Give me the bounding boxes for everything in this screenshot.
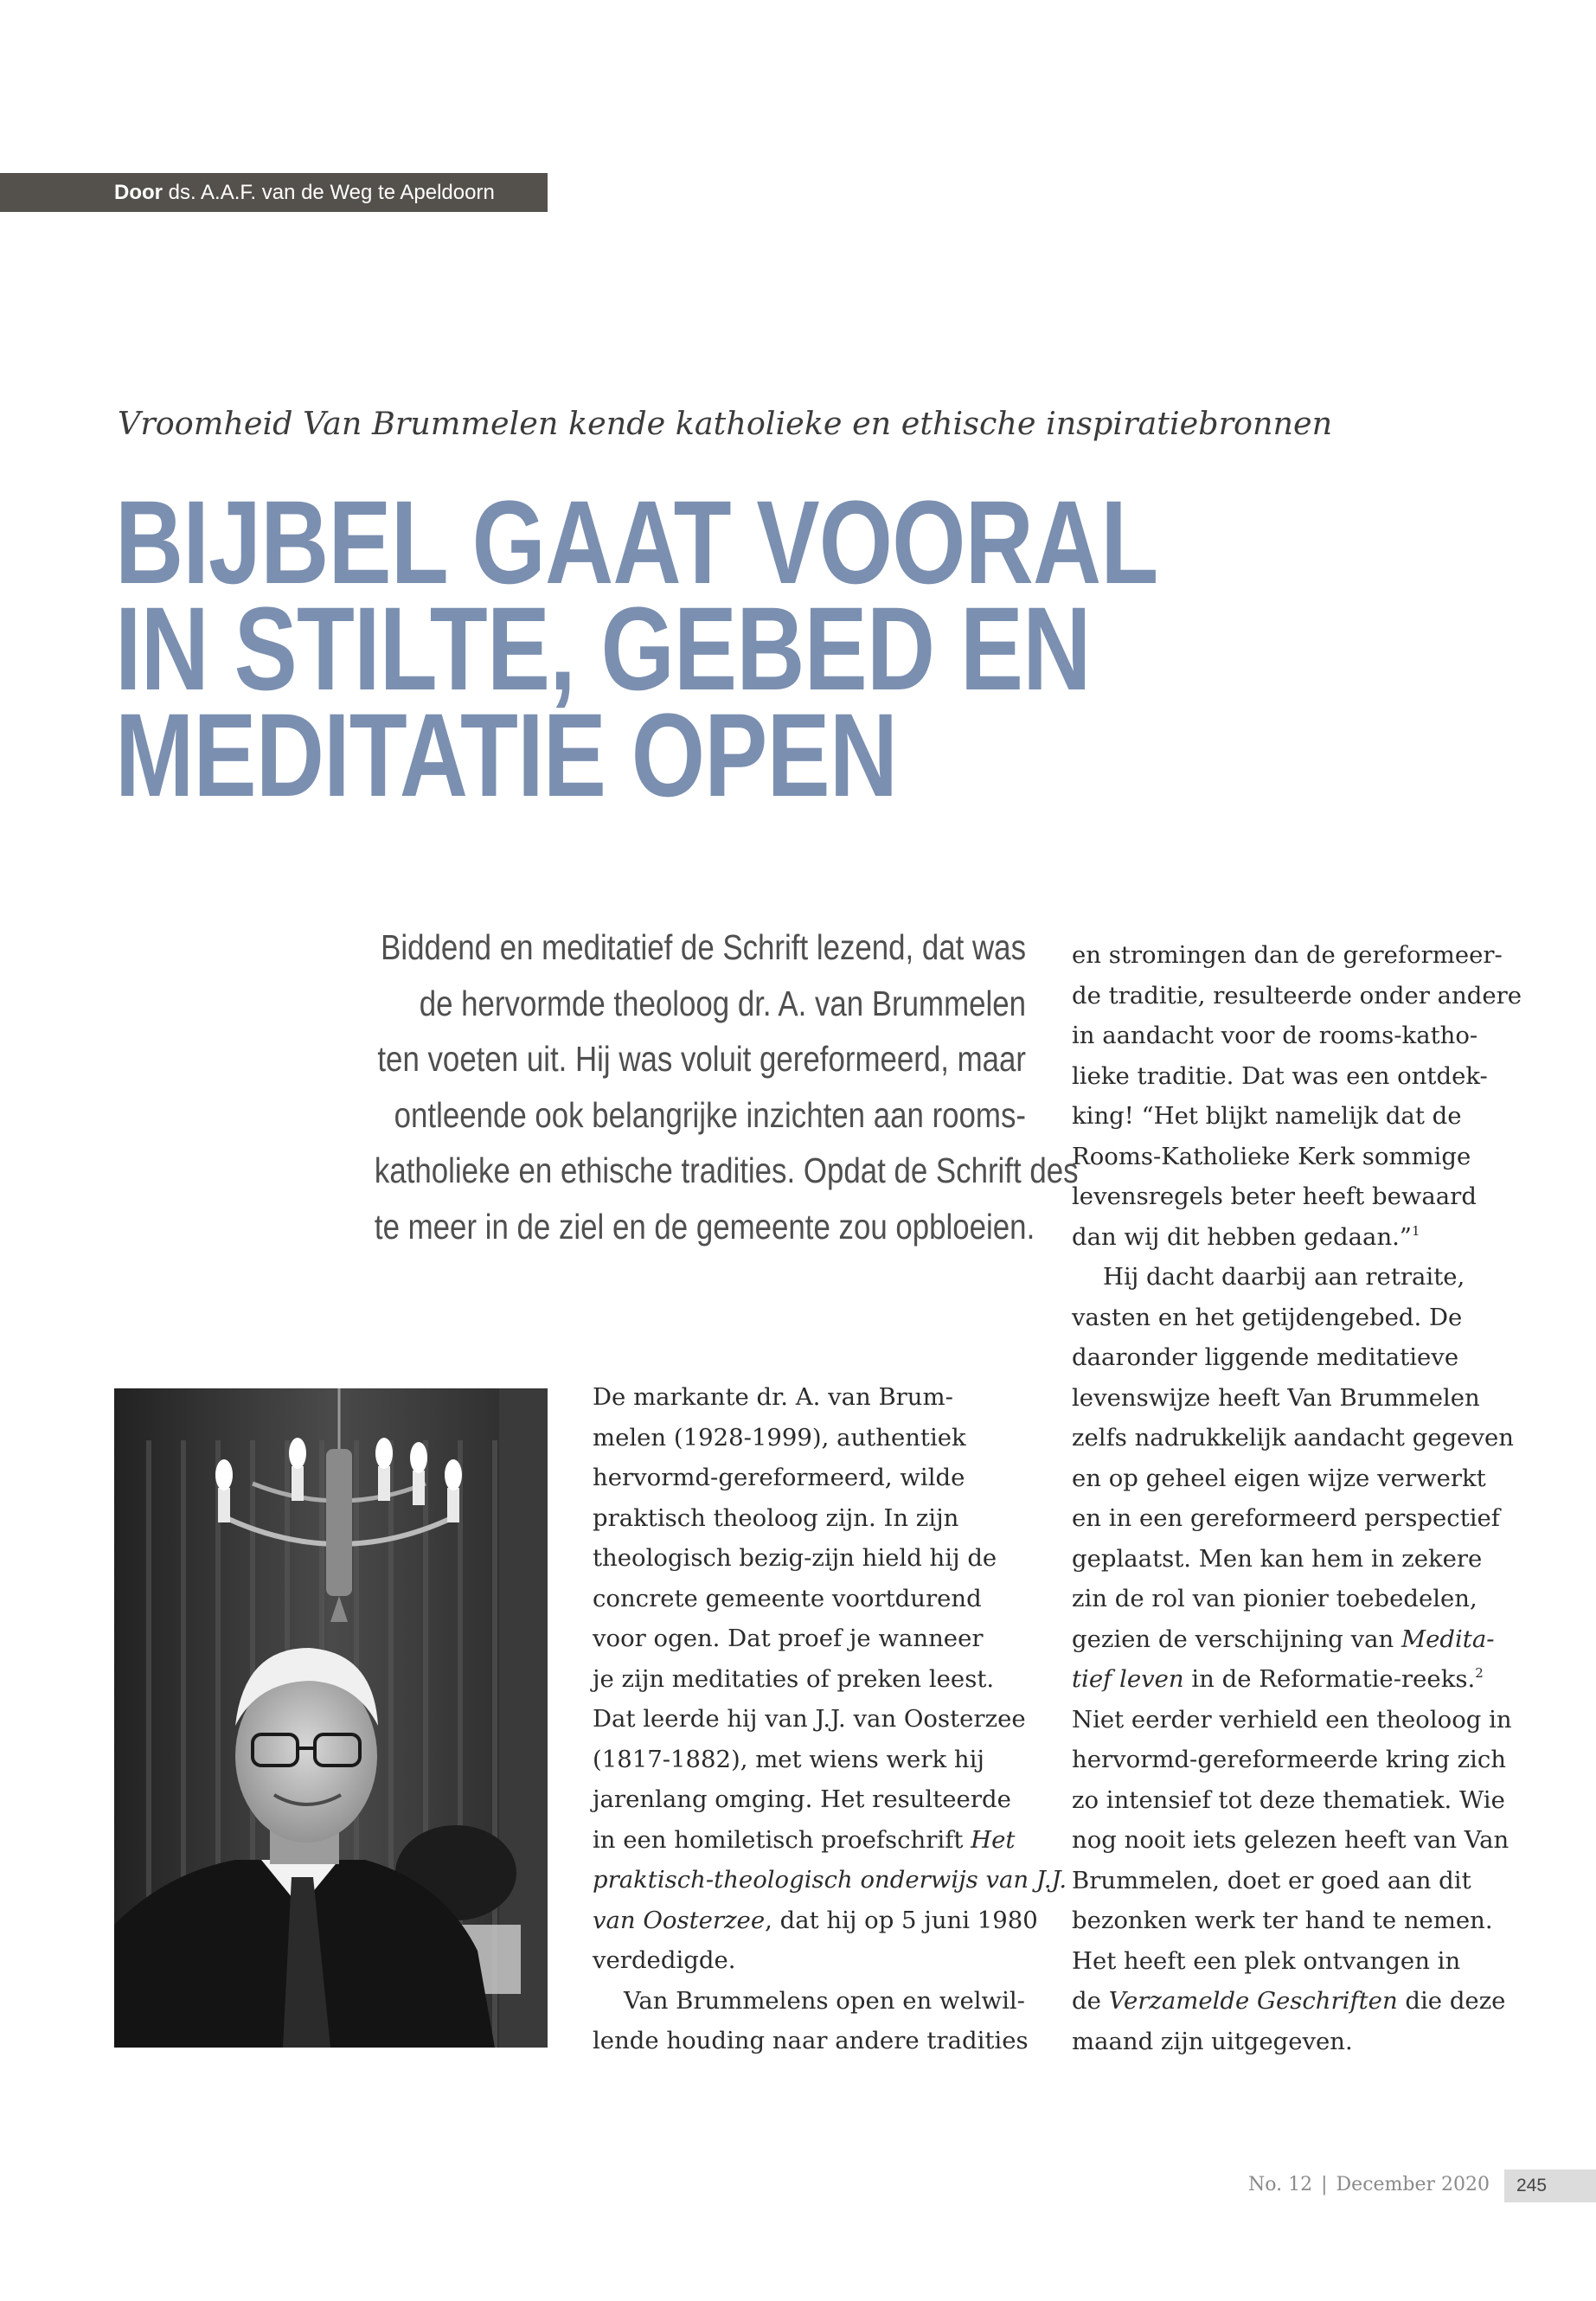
body-text: in de Reformatie-reeks. xyxy=(1183,1665,1476,1693)
body-line: en stromingen dan de gereformeer- xyxy=(1072,941,1503,969)
headline-line: BIJBEL GAAT VOORAL xyxy=(115,477,1158,609)
kicker: Vroomheid Van Brummelen kende katholieke en ethische inspiratiebronnen xyxy=(118,405,1333,442)
body-line: De markante dr. A. van Brum- xyxy=(593,1383,953,1411)
body-line: jarenlang omging. Het resulteerde xyxy=(593,1785,1011,1813)
page-number: 245 xyxy=(1504,2170,1596,2202)
body-line: zelfs nadrukkelijk aandacht gegeven xyxy=(1072,1424,1514,1452)
body-line: bezonken werk ter hand te nemen. xyxy=(1072,1907,1493,1934)
body-line: Niet eerder verhield een theoloog in xyxy=(1072,1705,1512,1734)
body-line xyxy=(593,1820,1042,1861)
book-title: van Oosterzee xyxy=(593,1906,766,1934)
headline-line: MEDITATIE OPEN xyxy=(115,689,898,822)
book-title: praktisch-theologisch onderwijs van J.J. xyxy=(593,1866,1067,1894)
body-text: , dat hij op 5 juni 1980 xyxy=(765,1906,1038,1934)
footer-issue-date xyxy=(1248,2170,1490,2201)
issue-number: No. 12 xyxy=(1248,2174,1313,2195)
book-title: Verzamelde Geschriften xyxy=(1108,1987,1398,2015)
body-text: gezien de verschijning van xyxy=(1072,1625,1401,1653)
body-text: in een homiletisch proefschrift xyxy=(593,1825,971,1854)
body-line: hervormd-gereformeerde kring zich xyxy=(1072,1746,1506,1773)
body-line: Het heeft een plek ontvangen in xyxy=(1072,1946,1461,1975)
body-line: de traditie, resulteerde onder andere xyxy=(1072,981,1522,1009)
body-line: en op geheel eigen wijze verwerkt xyxy=(1072,1464,1486,1492)
body-column-middle xyxy=(593,1377,1067,2061)
footnote-ref[interactable]: 1 xyxy=(1411,1222,1420,1239)
body-line: zo intensief tot deze thematiek. Wie xyxy=(1072,1785,1505,1814)
body-line: en in een gereformeerd perspectief xyxy=(1072,1504,1500,1532)
body-line xyxy=(593,1900,1042,1941)
body-line xyxy=(1072,1659,1522,1700)
body-line: maand zijn uitgegeven. xyxy=(1072,2027,1353,2055)
body-line: concrete gemeente voortdurend xyxy=(593,1584,982,1612)
body-line: voor ogen. Dat proef je wanneer xyxy=(593,1625,984,1652)
body-line: Rooms-Katholieke Kerk sommige xyxy=(1072,1142,1471,1170)
intro-line: Biddend en meditatief de Schrift lezend, dat was xyxy=(381,927,1026,967)
book-title: Medita- xyxy=(1401,1625,1495,1653)
intro-line: te meer in de ziel en de gemeente zou opbloeien. xyxy=(374,1206,1035,1247)
book-title: tief leven xyxy=(1072,1665,1184,1693)
headline xyxy=(115,477,1499,822)
issue-date: December 2020 xyxy=(1336,2174,1490,2195)
body-line: theologisch bezig-zijn hield hij de xyxy=(593,1544,997,1572)
body-line: nog nooit iets gelezen heeft van Van xyxy=(1072,1826,1509,1854)
body-text: die deze xyxy=(1397,1987,1506,2015)
intro-line: ten voeten uit. Hij was voluit gereformeerd, maar xyxy=(377,1039,1026,1079)
body-line: praktisch theoloog zijn. In zijn xyxy=(593,1503,959,1532)
body-line: hervormd-gereformeerd, wilde xyxy=(593,1464,965,1491)
byline-author: ds. A.A.F. van de Weg te Apeldoorn xyxy=(168,181,495,204)
portrait-photo-drawing xyxy=(114,1388,548,2048)
portrait-photo xyxy=(114,1388,548,2048)
book-title: Het xyxy=(971,1825,1016,1854)
body-line: je zijn meditaties of preken leest. xyxy=(593,1664,995,1693)
intro-line: katholieke en ethische tradities. Opdat de Schrift des xyxy=(374,1150,1079,1190)
body-line: Hij dacht daarbij aan retraite, xyxy=(1103,1263,1465,1291)
body-line: Brummelen, doet er goed aan dit xyxy=(1072,1866,1471,1894)
body-line: in aandacht voor de rooms-katho- xyxy=(1072,1022,1478,1049)
body-line: Van Brummelens open en welwil- xyxy=(624,1986,1025,2015)
body-line: daaronder liggende meditatieve xyxy=(1072,1343,1459,1371)
body-line: lende houding naar andere tradities xyxy=(593,2027,1029,2054)
body-line: verdedigde. xyxy=(593,1946,736,1974)
footer-separator: | xyxy=(1321,2174,1328,2195)
body-line: vasten en het getijdengebed. De xyxy=(1072,1303,1463,1331)
headline-line: IN STILTE, GEBED EN xyxy=(115,583,1091,715)
intro-lead xyxy=(260,920,1079,1254)
body-line: melen (1928-1999), authentiek xyxy=(593,1423,966,1452)
body-column-right xyxy=(1072,935,1522,2061)
byline-bar xyxy=(0,173,548,212)
body-line xyxy=(1072,1619,1522,1660)
body-line: levensregels beter heeft bewaard xyxy=(1072,1183,1477,1210)
body-line xyxy=(1072,1981,1522,2022)
body-line xyxy=(593,1860,1067,1900)
body-line: lieke traditie. Dat was een ontdek- xyxy=(1072,1061,1488,1090)
body-text: dan wij dit hebben gedaan.” xyxy=(1072,1222,1412,1251)
byline-prefix: Door xyxy=(114,181,163,204)
intro-line: de hervormde theoloog dr. A. van Brummelen xyxy=(419,983,1026,1023)
body-line: (1817-1882), met wiens werk hij xyxy=(593,1745,984,1773)
body-line: geplaatst. Men kan hem in zekere xyxy=(1072,1544,1483,1573)
body-line: Dat leerde hij van J.J. van Oosterzee xyxy=(593,1705,1026,1733)
body-line: king! “Het blijkt namelijk dat de xyxy=(1072,1102,1462,1130)
body-line: zin de rol van pionier toebedelen, xyxy=(1072,1585,1477,1612)
body-line xyxy=(1072,1217,1522,1258)
body-text: de xyxy=(1072,1987,1109,2015)
intro-line: ontleende ook belangrijke inzichten aan rooms- xyxy=(394,1094,1027,1135)
body-line: levenswijze heeft Van Brummelen xyxy=(1072,1383,1480,1412)
footnote-ref[interactable]: 2 xyxy=(1475,1665,1484,1681)
